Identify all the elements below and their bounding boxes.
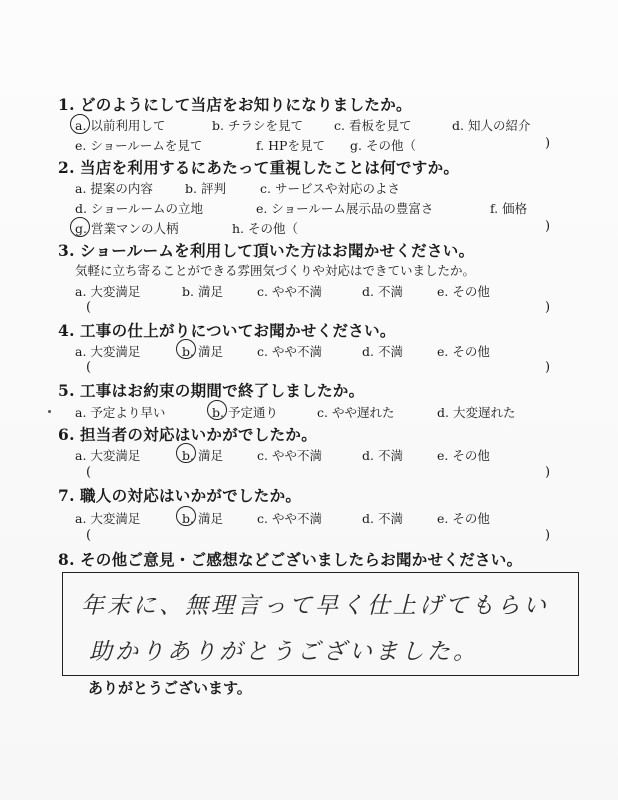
q7-selected-circle [176, 506, 196, 526]
q6-option-a[interactable]: a. 大変満足 [75, 448, 141, 463]
q7-option-c[interactable]: c. やや不満 [257, 511, 322, 526]
question-2: 2. 当店を利用するにあたって重視したことは何ですか。 [58, 158, 460, 177]
q2-option-f[interactable]: f. 価格 [490, 201, 528, 216]
closing-thanks: ありがとうございます。 [88, 679, 252, 697]
q7-paren-close: ) [545, 528, 551, 543]
question-5: 5. 工事はお約束の期間で終了しましたか。 [58, 381, 365, 400]
q4-selected-circle [176, 339, 196, 359]
q5-option-a[interactable]: a. 予定より早い [75, 405, 166, 420]
q1-selected-circle [70, 114, 90, 134]
question-8: 8. その他ご意見・ご感想などございましたらお聞かせください。 [58, 550, 523, 569]
question-3: 3. ショールームを利用して頂いた方はお聞かせください。 [58, 241, 475, 260]
q7-option-d[interactable]: d. 不満 [362, 511, 403, 526]
q7-option-b[interactable]: b. 満足 [182, 511, 223, 526]
q6-option-c[interactable]: c. やや不満 [257, 448, 322, 463]
q3-option-e[interactable]: e. その他 [437, 284, 490, 299]
q6-option-d[interactable]: d. 不満 [362, 448, 403, 463]
q5-option-c[interactable]: c. やや遅れた [317, 405, 395, 420]
q5-selected-circle [207, 400, 227, 420]
q4-option-a[interactable]: a. 大変満足 [75, 344, 141, 359]
q1-paren-close: ) [545, 136, 551, 151]
q7-paren-open: ( [86, 528, 92, 543]
q6-option-e[interactable]: e. その他 [437, 448, 490, 463]
handwritten-comment-line-2: 助かりありがとうございました。 [89, 639, 479, 665]
q1-option-d[interactable]: d. 知人の紹介 [452, 118, 531, 133]
q3-option-d[interactable]: d. 不満 [362, 284, 403, 299]
q7-option-a[interactable]: a. 大変満足 [75, 511, 141, 526]
q2-option-e[interactable]: e. ショールーム展示品の豊富さ [256, 201, 434, 216]
q1-option-g[interactable]: g. その他（ [350, 138, 416, 153]
q2-paren-close: ) [545, 219, 551, 234]
q1-option-e[interactable]: e. ショールームを見て [75, 138, 203, 153]
question-1: 1. どのようにして当店をお知りになりましたか。 [58, 95, 412, 114]
q4-paren-open: ( [86, 360, 92, 375]
q1-option-b[interactable]: b. チラシを見て [212, 118, 303, 133]
q3-option-a[interactable]: a. 大変満足 [75, 284, 141, 299]
q6-paren-close: ) [545, 465, 551, 480]
q2-selected-circle [70, 217, 90, 237]
q3-option-b[interactable]: b. 満足 [182, 284, 223, 299]
q4-option-b[interactable]: b. 満足 [182, 344, 223, 359]
q1-option-a[interactable]: a. 以前利用して [75, 118, 166, 133]
q3-subtext: 気軽に立ち寄ることができる雰囲気づくりや対応はできていましたか。 [75, 263, 476, 278]
question-4: 4. 工事の仕上がりについてお聞かせください。 [58, 321, 396, 340]
q3-paren-close: ) [545, 300, 551, 315]
q5-option-b[interactable]: b. 予定通り [212, 405, 278, 420]
question-7: 7. 職人の対応はいかがでしたか。 [58, 486, 302, 505]
handwritten-comment-line-1: 年末に、無理言って早く仕上げてもらい [81, 593, 549, 619]
q2-option-c[interactable]: c. サービスや対応のよさ [260, 181, 400, 196]
q6-selected-circle [176, 443, 196, 463]
q5-option-d[interactable]: d. 大変遅れた [437, 405, 516, 420]
q2-option-g[interactable]: g. 営業マンの人柄 [75, 221, 179, 236]
q7-option-e[interactable]: e. その他 [437, 511, 490, 526]
q4-option-e[interactable]: e. その他 [437, 344, 490, 359]
q2-option-d[interactable]: d. ショールームの立地 [75, 201, 203, 216]
q6-option-b[interactable]: b. 満足 [182, 448, 223, 463]
q1-option-c[interactable]: c. 看板を見て [334, 118, 412, 133]
q2-option-b[interactable]: b. 評判 [185, 181, 226, 196]
q1-option-f[interactable]: f. HPを見て [256, 138, 325, 153]
comment-box[interactable] [62, 572, 579, 676]
q4-paren-close: ) [545, 360, 551, 375]
q3-paren-open: ( [86, 300, 92, 315]
q4-option-c[interactable]: c. やや不満 [257, 344, 322, 359]
q2-option-h[interactable]: h. その他（ [232, 221, 298, 236]
q6-paren-open: ( [86, 465, 92, 480]
q2-option-a[interactable]: a. 提案の内容 [75, 181, 153, 196]
question-6: 6. 担当者の対応はいかがでしたか。 [58, 425, 318, 444]
q3-option-c[interactable]: c. やや不満 [257, 284, 322, 299]
q4-option-d[interactable]: d. 不満 [362, 344, 403, 359]
paper-speck [48, 410, 51, 413]
